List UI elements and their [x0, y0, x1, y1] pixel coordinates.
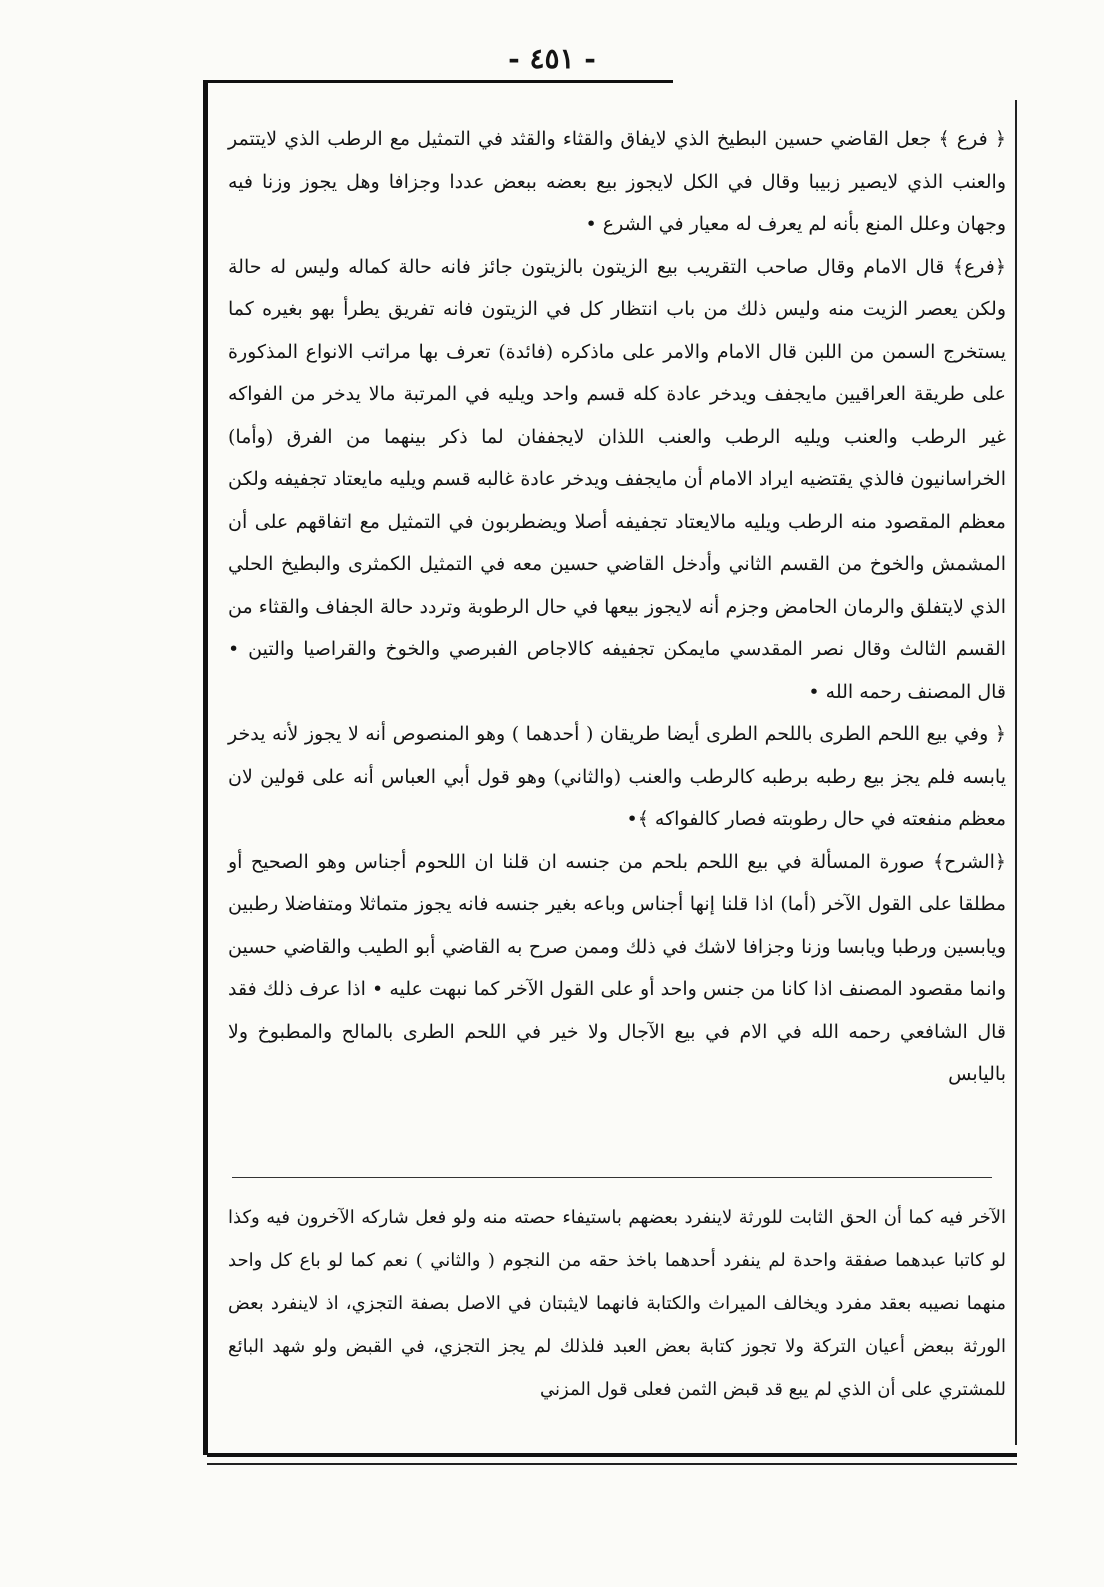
- frame-right-border: [1015, 100, 1017, 1445]
- paragraph-matn: ﴿ وفي بيع اللحم الطرى باللحم الطرى أيضا طريقان ( أحدهما ) وهو المنصوص أنه لا يجوز لأنه يدخر يابسه فلم يجز بيع رطبه برطبه كالرطب والعنب (والثاني) وهو قول أبي العباس أنه على قولين لان معظم منفعته في حال رطوبته فصار كالفواكه ﴾•: [228, 723, 1006, 830]
- frame-top-border: [203, 80, 673, 83]
- bottom-rule-thick: [207, 1453, 1017, 1457]
- footnote-block: [228, 1196, 1006, 1411]
- paragraph-far-1: ﴿ فرع ﴾ جعل القاضي حسين البطيخ الذي لايفاق والقثاء والقثد في التمثيل مع الرطب الذي لايتتمر والعنب الذي لايصير زبيبا وقال في الكل لايجوز بيع بعضه ببعض عددا وجزافا وهل يجوز وزنا فيه وجهان وعلل المنع بأنه لم يعرف له معيار في الشرع •: [228, 128, 1006, 235]
- bottom-rule-thin: [207, 1463, 1017, 1465]
- footnote-paragraph: الآخر فيه كما أن الحق الثابت للورثة لاينفرد بعضهم باستيفاء حصته منه ولو فعل شاركه الآخرون فيه وكذا لو كاتبا عبدهما صفقة واحدة لم ينفرد أحدهما باخذ حقه من النجوم ( والثاني ) نعم كما لو باع كل واحد منهما نصيبه بعقد مفرد ويخالف الميراث والكتابة فانهما لايثبتان في الاصل بصفة التجزي، اذ لاينفرد بعض الورثة ببعض أعيان التركة ولا تجوز كتابة بعض العبد فلذلك لم يجز التجزي، في القبض ولو شهد البائع للمشتري على أن الذي لم يبع قد قبض الثمن فعلى قول المزني: [228, 1207, 1006, 1400]
- main-text-block: [228, 118, 1006, 1096]
- page-number: - ٤٥١ -: [508, 42, 596, 75]
- paragraph-far-2: ﴿فرع﴾ قال الامام وقال صاحب التقريب بيع الزيتون بالزيتون جائز فانه حالة كماله وليس له حالة ولكن يعصر الزيت منه وليس ذلك من باب انتظار كل في الزيتون فانه تفريق يطرأ بهو بغيره كما يستخرج السمن من اللبن قال الامام والامر على ماذكره (فائدة) تعرف بها مراتب الانواع المذكورة على طريقة العراقيين مايجفف ويدخر عادة كله قسم واحد ويليه في المرتبة مالا يدخر من الفواكه غير الرطب والعنب ويليه الرطب والعنب اللذان لايجففان لما ذكر بينهما من الفرق (وأما) الخراسانيون فالذي يقتضيه ايراد الامام أن مايجفف ويدخر عادة غالبه قسم ويليه مايعتاد تجفيفه ولكن معظم المقصود منه الرطب ويليه مالايعتاد تجفيفه أصلا ويضطربون في التمثيل مع اتفاقهم على أن المشمش والخوخ من القسم الثاني وأدخل القاضي حسين معه في التمثيل الكمثرى والبطيخ الحلي الذي لايتفلق والرمان الحامض وجزم أنه لايجوز بيعها في حال الرطوبة وتردد حالة الجفاف والقثاء من القسم الثالث وقال نصر المقدسي مايمكن تجفيفه كالاجاص الفبرصي والخوخ والقراصيا والتين • قال المصنف رحمه الله •: [228, 255, 1006, 703]
- frame-left-border: [203, 80, 208, 1455]
- paragraph-sharh: ﴿الشرح﴾ صورة المسألة في بيع اللحم بلحم من جنسه ان قلنا ان اللحوم أجناس وهو الصحيح أو مطلقا على القول الآخر (أما) اذا قلنا إنها أجناس وباعه بغير جنسه فانه يجوز متماثلا ومتفاضلا رطبين ويابسين ورطبا ويابسا وزنا وجزافا لاشك في ذلك وممن صرح به القاضي أبو الطيب والقاضي حسين وانما مقصود المصنف اذا كانا من جنس واحد أو على القول الآخر كما نبهت عليه • اذا عرف ذلك فقد قال الشافعي رحمه الله في الام في بيع الآجال ولا خير في اللحم الطرى بالمالح والمطبوخ ولا باليابس: [228, 850, 1006, 1085]
- footnote-separator: [232, 1177, 992, 1178]
